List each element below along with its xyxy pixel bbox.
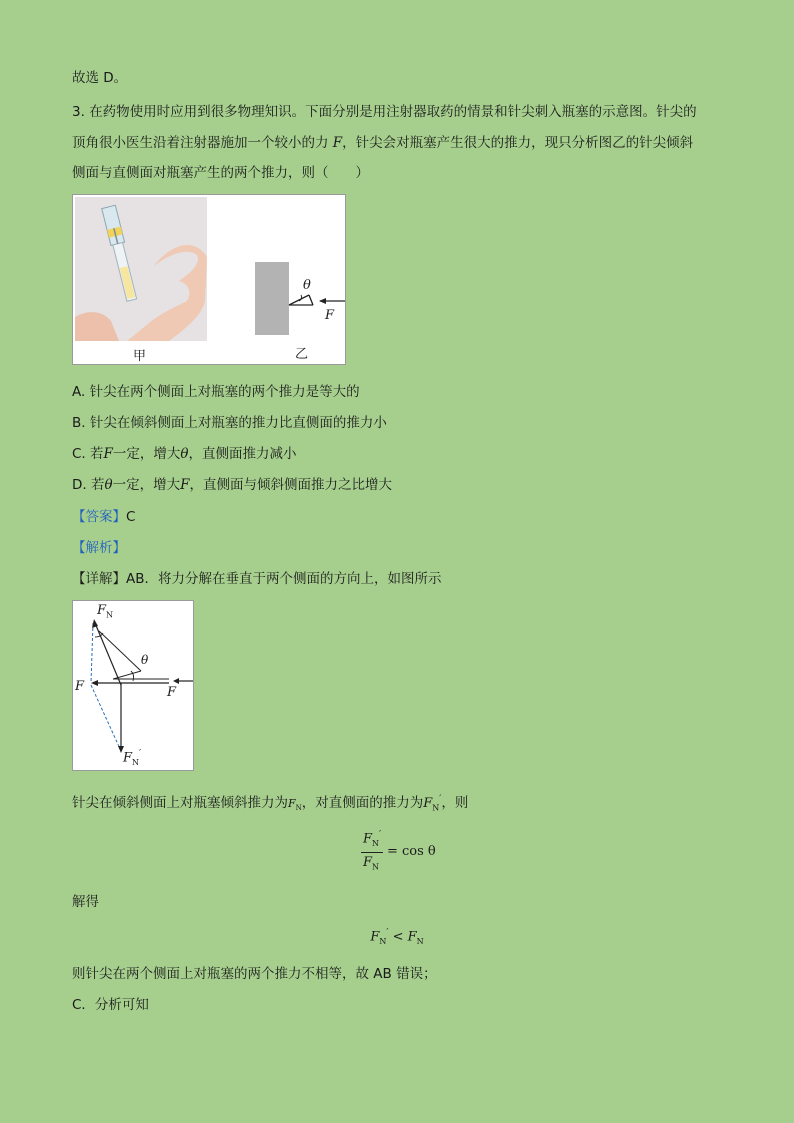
option-c-mid: 一定，增大 [112,446,181,462]
answer-value: C [126,509,136,525]
answer-label: 【答案】 [72,509,126,525]
question-stem-line1 [72,100,697,120]
fig2-fnp-symbol: F [123,750,133,766]
ineq-lhs-sub: N [379,936,387,946]
figure-force-decomposition [72,600,194,771]
conclusion-line: 则针尖在两个侧面上对瓶塞的两个推力不相等，故 AB 错误； [72,966,437,982]
fig2-fn-symbol: F [97,603,107,618]
detail-text: AB．将力分解在垂直于两个侧面的方向上，如图所示 [126,571,442,587]
explain-line [72,791,468,813]
option-c-key: C. [72,446,86,462]
option-c [72,442,297,462]
option-d-post: ，直侧面与倾斜侧面推力之比增大 [189,477,392,493]
fig2-fn-label [97,603,113,620]
explain-fn-symbol: F [288,797,296,810]
explain-text-c: ，则 [441,795,469,811]
fig2-fnp-label [123,749,141,767]
analysis-label-text: 【解析】 [72,540,126,556]
solve-label: 解得 [72,894,99,910]
previous-answer-line: 故选 D。 [72,70,128,86]
fig2-fnp-prime: ′ [139,749,142,759]
numerator-sub: N [372,838,380,848]
formula-inequality [0,928,794,946]
ineq-lhs-prime: ′ [386,928,389,938]
explain-fnp-prime: ′ [439,794,442,805]
c-analysis-line: C．分析可知 [72,997,149,1013]
option-d-var1: θ [104,477,113,493]
option-c-post: ，直侧面推力减小 [188,446,297,462]
fraction-bar [361,852,383,853]
fig2-f-left: F [75,679,85,694]
ineq-operator: < [392,929,404,945]
answer-line [72,505,135,525]
option-d-key: D. [72,477,87,493]
stem-text-2b: ，针尖会对瓶塞产生很大的推力，现只分析图乙的针尖倾斜 [342,135,694,151]
option-c-var2: θ [180,446,189,462]
explain-fnp [423,796,441,811]
option-c-var1: F [103,446,113,462]
question-number: 3. [72,104,85,120]
syringe-photo [75,197,207,341]
option-d-pre: 若 [90,477,105,493]
ineq-rhs: F [407,929,417,945]
option-b-text: 针尖在倾斜侧面上对瓶塞的推力比直侧面的推力小 [89,415,387,431]
stem-force-var: F [332,135,343,151]
option-d [72,473,392,493]
fig2-fnp-subscript: N [132,757,140,767]
stem-text-2a: 顶角很小医生沿着注射器施加一个较小的力 [72,135,329,151]
fig1-label-yi: 乙 [295,347,309,362]
fig2-theta: θ [141,653,149,667]
explain-fn [288,797,302,813]
explain-text-a: 针尖在倾斜侧面上对瓶塞倾斜推力为 [72,795,288,811]
numerator-symbol: F [363,831,373,847]
option-a-key: A. [72,384,86,400]
fig2-f-right: F [167,685,177,700]
detail-label: 【详解】 [72,571,126,587]
explain-fnp-sub: N [432,803,440,813]
stem-text-1: 在药物使用时应用到很多物理知识。下面分别是用注射器取药的情景和针尖刺入瓶塞的示意图。针尖的 [89,104,697,120]
denominator-sub: N [372,862,380,872]
formula-ratio [361,830,441,878]
needle-diagram [233,245,345,345]
question-stem-line2 [72,131,693,151]
formula-denominator [363,855,379,872]
explain-text-b: ，对直侧面的推力为 [301,795,424,811]
fig2-fn-subscript: N [106,610,114,620]
option-c-pre: 若 [90,446,104,462]
fig1-label-jia: 甲 [133,349,147,364]
fig1-force: F [325,308,335,323]
question-stem-line3: 侧面与直侧面对瓶塞产生的两个推力，则（ ） [72,165,369,181]
option-d-var2: F [180,477,190,493]
option-a [72,380,360,400]
stopper-block [255,262,289,335]
analysis-label [72,536,126,556]
ineq-rhs-sub: N [416,936,424,946]
figure-syringe-and-needle [72,194,346,365]
option-b [72,411,387,431]
detail-line [72,567,442,587]
denominator-symbol: F [363,855,373,870]
formula-numerator [363,830,381,848]
ineq-lhs: F [370,929,380,945]
numerator-prime: ′ [379,830,382,840]
explain-fn-sub: N [295,804,302,813]
fig1-theta: θ [303,278,311,293]
option-b-key: B. [72,415,86,431]
option-a-text: 针尖在两个侧面上对瓶塞的两个推力是等大的 [89,384,360,400]
option-d-mid: 一定，增大 [112,477,181,493]
formula-rhs: = cos θ [387,844,436,859]
explain-fnp-symbol: F [423,796,433,811]
